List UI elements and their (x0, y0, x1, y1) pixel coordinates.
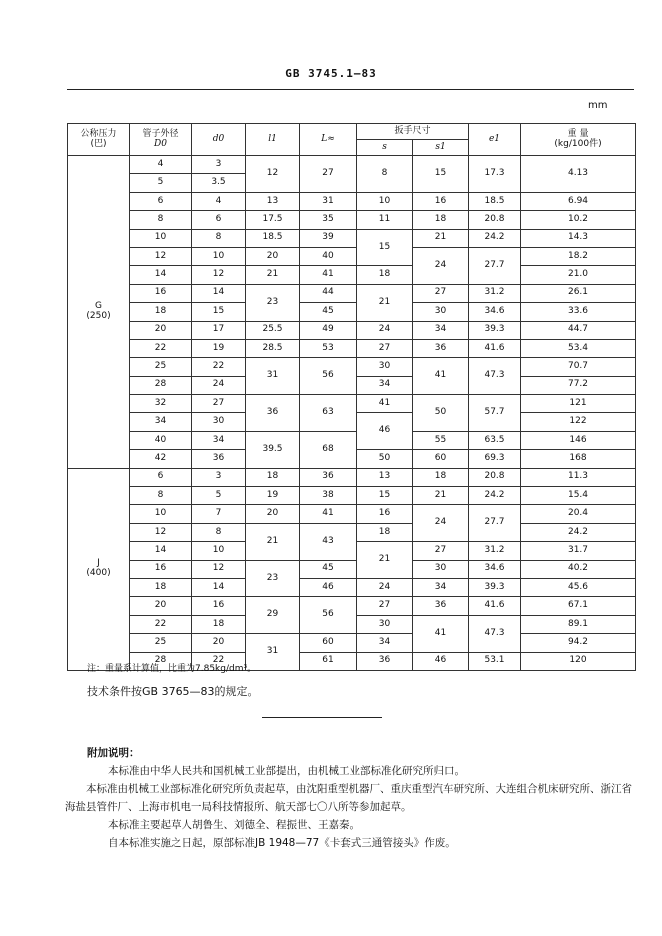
cell-e1: 41.6 (469, 339, 521, 357)
cell-weight: 168 (521, 450, 636, 468)
cell-D0: 25 (130, 634, 192, 652)
table-row (68, 321, 636, 339)
cell-e1: 69.3 (469, 450, 521, 468)
cell-D0: 12 (130, 523, 192, 541)
cell-s1: 30 (413, 560, 469, 578)
cell-L: 68 (300, 431, 357, 468)
cell-D0: 14 (130, 542, 192, 560)
cell-e1: 34.6 (469, 303, 521, 321)
cell-s1: 18 (413, 211, 469, 229)
cell-D0: 14 (130, 266, 192, 284)
cell-l1: 23 (246, 560, 300, 597)
cell-s1: 60 (413, 450, 469, 468)
cell-weight: 44.7 (521, 321, 636, 339)
cell-D0: 40 (130, 431, 192, 449)
cell-weight: 24.2 (521, 523, 636, 541)
table-row (68, 358, 636, 376)
cell-D0: 22 (130, 339, 192, 357)
table-row (68, 284, 636, 302)
cell-D0: 8 (130, 211, 192, 229)
cell-s1: 18 (413, 468, 469, 486)
cell-s: 21 (357, 542, 413, 579)
table-row (68, 505, 636, 523)
appendix-paragraph: 本标准由中华人民共和国机械工业部提出，由机械工业部标准化研究所归口。 (108, 765, 465, 777)
cell-L: 60 (300, 634, 357, 652)
appendix-title: 附加说明： (87, 747, 140, 759)
cell-l1: 23 (246, 284, 300, 321)
cell-d0: 20 (192, 634, 246, 652)
cell-weight: 67.1 (521, 597, 636, 615)
cell-s1: 27 (413, 284, 469, 302)
header-pressure: 公称压力 (巴) (68, 124, 130, 156)
cell-D0: 32 (130, 395, 192, 413)
cell-l1: 13 (246, 192, 300, 210)
table-row (68, 247, 636, 265)
cell-e1: 47.3 (469, 358, 521, 395)
table-row (68, 634, 636, 652)
cell-s1: 34 (413, 321, 469, 339)
cell-e1: 41.6 (469, 597, 521, 615)
cell-s1: 15 (413, 156, 469, 193)
cell-L: 36 (300, 468, 357, 486)
cell-L: 45 (300, 560, 357, 578)
cell-weight: 14.3 (521, 229, 636, 247)
cell-D0: 25 (130, 358, 192, 376)
cell-s: 24 (357, 321, 413, 339)
cell-D0: 16 (130, 560, 192, 578)
cell-weight: 77.2 (521, 376, 636, 394)
cell-e1: 20.8 (469, 468, 521, 486)
table-row (68, 560, 636, 578)
cell-D0: 10 (130, 229, 192, 247)
cell-l1: 29 (246, 597, 300, 634)
cell-d0: 10 (192, 542, 246, 560)
cell-e1: 27.7 (469, 505, 521, 542)
cell-L: 38 (300, 487, 357, 505)
cell-L: 53 (300, 339, 357, 357)
cell-d0: 18 (192, 615, 246, 633)
cell-e1: 53.1 (469, 652, 521, 670)
cell-d0: 6 (192, 211, 246, 229)
cell-s1: 21 (413, 229, 469, 247)
header-s1: s1 (413, 140, 469, 156)
cell-s: 18 (357, 266, 413, 284)
cell-d0: 17 (192, 321, 246, 339)
dimension-table (67, 123, 636, 671)
cell-L: 41 (300, 266, 357, 284)
cell-L: 45 (300, 303, 357, 321)
cell-d0: 8 (192, 523, 246, 541)
header-e1: e1 (469, 124, 521, 156)
cell-s: 11 (357, 211, 413, 229)
cell-L: 39 (300, 229, 357, 247)
cell-l1: 28.5 (246, 339, 300, 357)
document-header: GB 3745.1—83 (285, 67, 377, 80)
cell-l1: 31 (246, 634, 300, 671)
table-row (68, 468, 636, 486)
cell-D0: 34 (130, 413, 192, 431)
cell-e1: 18.5 (469, 192, 521, 210)
cell-e1: 57.7 (469, 395, 521, 432)
unit-label: mm (588, 100, 608, 111)
cell-weight: 26.1 (521, 284, 636, 302)
table-row (68, 487, 636, 505)
cell-d0: 7 (192, 505, 246, 523)
cell-s: 41 (357, 395, 413, 413)
cell-s1: 41 (413, 358, 469, 395)
cell-l1: 19 (246, 487, 300, 505)
cell-L: 44 (300, 284, 357, 302)
cell-L: 41 (300, 505, 357, 523)
cell-d0: 3.5 (192, 174, 246, 192)
cell-s: 27 (357, 597, 413, 615)
appendix (65, 744, 637, 852)
cell-L: 27 (300, 156, 357, 193)
header-L: L≈ (300, 124, 357, 156)
cell-D0: 12 (130, 247, 192, 265)
cell-d0: 5 (192, 487, 246, 505)
cell-L: 61 (300, 652, 357, 670)
cell-d0: 10 (192, 247, 246, 265)
cell-L: 35 (300, 211, 357, 229)
table-row (68, 156, 636, 174)
cell-e1: 31.2 (469, 542, 521, 560)
cell-weight: 146 (521, 431, 636, 449)
cell-s: 16 (357, 505, 413, 523)
table-row (68, 192, 636, 210)
cell-weight: 121 (521, 395, 636, 413)
cell-weight: 120 (521, 652, 636, 670)
cell-weight: 89.1 (521, 615, 636, 633)
cell-s: 30 (357, 358, 413, 376)
cell-L: 49 (300, 321, 357, 339)
table-row (68, 211, 636, 229)
cell-d0: 30 (192, 413, 246, 431)
cell-weight: 4.13 (521, 156, 636, 193)
cell-s: 46 (357, 413, 413, 450)
cell-D0: 22 (130, 615, 192, 633)
cell-D0: 5 (130, 174, 192, 192)
cell-L: 63 (300, 395, 357, 432)
header-s: s (357, 140, 413, 156)
cell-l1: 20 (246, 505, 300, 523)
cell-s: 13 (357, 468, 413, 486)
cell-D0: 28 (130, 652, 192, 670)
cell-weight: 18.2 (521, 247, 636, 265)
cell-e1: 24.2 (469, 229, 521, 247)
cell-weight: 94.2 (521, 634, 636, 652)
table-row (68, 578, 636, 596)
cell-D0: 10 (130, 505, 192, 523)
cell-e1: 17.3 (469, 156, 521, 193)
cell-weight: 53.4 (521, 339, 636, 357)
cell-l1: 12 (246, 156, 300, 193)
cell-weight: 21.0 (521, 266, 636, 284)
cell-L: 56 (300, 358, 357, 395)
cell-s1: 34 (413, 578, 469, 596)
cell-weight: 15.4 (521, 487, 636, 505)
cell-l1: 25.5 (246, 321, 300, 339)
cell-l1: 17.5 (246, 211, 300, 229)
cell-weight: 20.4 (521, 505, 636, 523)
cell-e1: 39.3 (469, 578, 521, 596)
cell-d0: 22 (192, 358, 246, 376)
tech-condition: 技术条件按GB 3765—83的规定。 (87, 685, 259, 698)
cell-s: 24 (357, 578, 413, 596)
cell-D0: 8 (130, 487, 192, 505)
cell-s: 34 (357, 376, 413, 394)
cell-d0: 12 (192, 266, 246, 284)
cell-D0: 4 (130, 156, 192, 174)
cell-l1: 21 (246, 266, 300, 284)
cell-weight: 122 (521, 413, 636, 431)
table-row (68, 523, 636, 541)
cell-e1: 63.5 (469, 431, 521, 449)
header-rule (67, 89, 634, 90)
cell-s1: 27 (413, 542, 469, 560)
cell-s: 10 (357, 192, 413, 210)
cell-weight: 31.7 (521, 542, 636, 560)
cell-l1: 20 (246, 247, 300, 265)
cell-l1: 36 (246, 395, 300, 432)
cell-s1: 36 (413, 597, 469, 615)
cell-s1: 36 (413, 339, 469, 357)
cell-d0: 14 (192, 578, 246, 596)
cell-e1: 34.6 (469, 560, 521, 578)
cell-d0: 8 (192, 229, 246, 247)
cell-d0: 15 (192, 303, 246, 321)
appendix-paragraph: 本标准主要起草人胡鲁生、刘德全、程振世、王嘉秦。 (108, 819, 360, 831)
header-weight: 重 量 (kg/100件) (521, 124, 636, 156)
cell-d0: 22 (192, 652, 246, 670)
table-row (68, 597, 636, 615)
cell-s: 34 (357, 634, 413, 652)
cell-weight: 45.6 (521, 578, 636, 596)
section-divider (262, 717, 382, 718)
cell-s: 15 (357, 487, 413, 505)
table-row (68, 266, 636, 284)
cell-s1: 55 (413, 431, 469, 449)
cell-s: 18 (357, 523, 413, 541)
cell-e1: 27.7 (469, 247, 521, 284)
cell-weight: 10.2 (521, 211, 636, 229)
table-row (68, 395, 636, 413)
cell-d0: 12 (192, 560, 246, 578)
group-label-j: J (400) (68, 468, 130, 670)
cell-D0: 42 (130, 450, 192, 468)
header-pipe-od: 管子外径 D0 (130, 124, 192, 156)
cell-l1: 18.5 (246, 229, 300, 247)
header-d0: d0 (192, 124, 246, 156)
header-wrench: 扳手尺寸 (357, 124, 469, 140)
table-row (68, 431, 636, 449)
group-label-g: G (250) (68, 156, 130, 469)
cell-s1: 24 (413, 247, 469, 284)
cell-e1: 20.8 (469, 211, 521, 229)
cell-d0: 3 (192, 468, 246, 486)
cell-s: 50 (357, 450, 413, 468)
cell-D0: 16 (130, 284, 192, 302)
cell-s: 27 (357, 339, 413, 357)
table-row (68, 339, 636, 357)
cell-D0: 20 (130, 321, 192, 339)
cell-s1: 50 (413, 395, 469, 432)
cell-s1: 24 (413, 505, 469, 542)
cell-D0: 20 (130, 597, 192, 615)
cell-weight: 6.94 (521, 192, 636, 210)
cell-e1: 31.2 (469, 284, 521, 302)
cell-L: 43 (300, 523, 357, 560)
cell-L: 31 (300, 192, 357, 210)
cell-e1: 39.3 (469, 321, 521, 339)
cell-s1: 41 (413, 615, 469, 652)
cell-l1: 39.5 (246, 431, 300, 468)
cell-s1: 21 (413, 487, 469, 505)
cell-weight: 40.2 (521, 560, 636, 578)
cell-l1: 21 (246, 523, 300, 560)
cell-s1: 16 (413, 192, 469, 210)
table-row (68, 303, 636, 321)
cell-D0: 28 (130, 376, 192, 394)
cell-l1: 31 (246, 358, 300, 395)
cell-d0: 19 (192, 339, 246, 357)
cell-L: 40 (300, 247, 357, 265)
table-row (68, 229, 636, 247)
appendix-paragraph: 本标准由机械工业部标准化研究所负责起草，由沈阳重型机器厂、重庆重型汽车研究所、大连组合机床研究所、浙江省海盐县管件厂、上海市机电一局科技情报所、航天部七〇八所等参加起草。 (65, 783, 632, 813)
cell-d0: 3 (192, 156, 246, 174)
cell-e1: 24.2 (469, 487, 521, 505)
cell-d0: 36 (192, 450, 246, 468)
cell-D0: 6 (130, 192, 192, 210)
cell-e1: 47.3 (469, 615, 521, 652)
cell-D0: 18 (130, 303, 192, 321)
cell-D0: 6 (130, 468, 192, 486)
cell-weight: 33.6 (521, 303, 636, 321)
cell-weight: 70.7 (521, 358, 636, 376)
cell-d0: 24 (192, 376, 246, 394)
cell-s: 36 (357, 652, 413, 670)
cell-s: 15 (357, 229, 413, 266)
cell-D0: 18 (130, 578, 192, 596)
cell-s1: 46 (413, 652, 469, 670)
cell-s: 30 (357, 615, 413, 633)
cell-d0: 27 (192, 395, 246, 413)
table-note: 注：重量系计算值，比重为7.85kg/dm³。 (87, 664, 257, 674)
cell-L: 56 (300, 597, 357, 634)
cell-weight: 11.3 (521, 468, 636, 486)
cell-d0: 16 (192, 597, 246, 615)
cell-d0: 4 (192, 192, 246, 210)
header-l1: l1 (246, 124, 300, 156)
appendix-paragraph: 自本标准实施之日起，原部标准JB 1948—77《卡套式三通管接头》作废。 (108, 837, 456, 849)
cell-s: 8 (357, 156, 413, 193)
cell-s1: 30 (413, 303, 469, 321)
cell-s: 21 (357, 284, 413, 321)
cell-L: 46 (300, 578, 357, 596)
cell-l1: 18 (246, 468, 300, 486)
cell-d0: 34 (192, 431, 246, 449)
cell-d0: 14 (192, 284, 246, 302)
